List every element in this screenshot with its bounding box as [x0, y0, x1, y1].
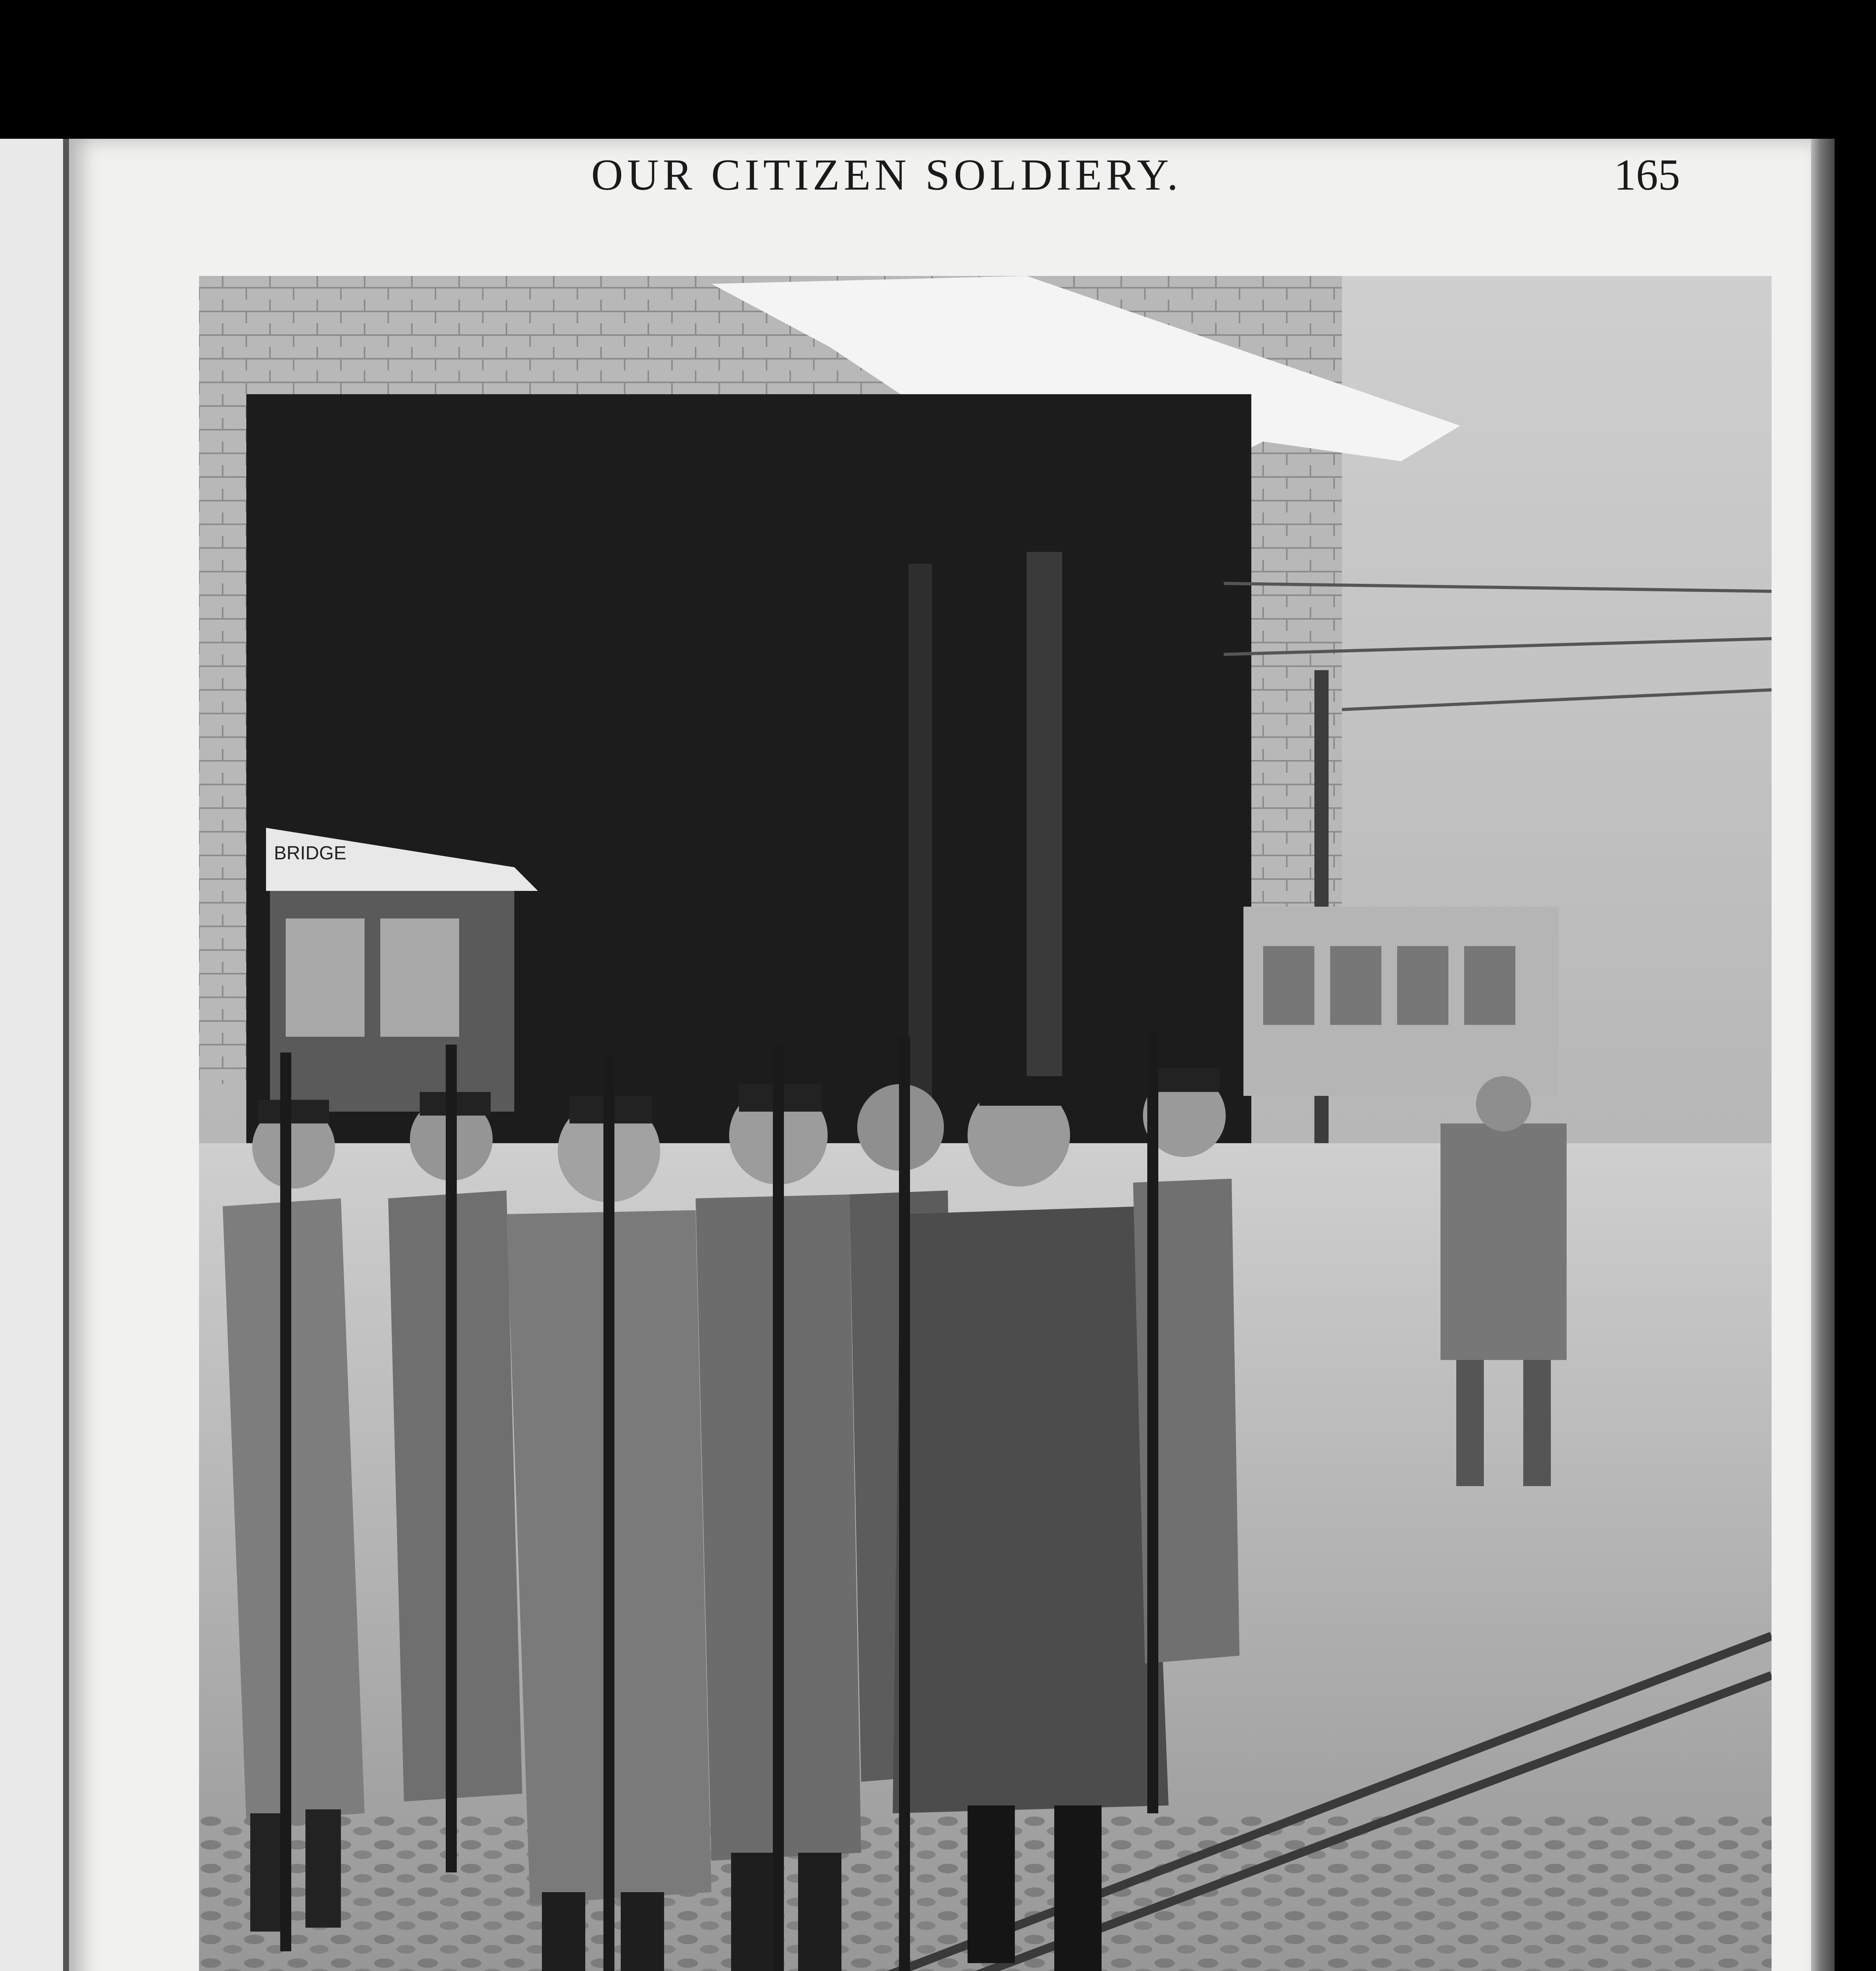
page-fore-edge: [1811, 139, 1835, 1971]
streetcar-sign-text: BRIDGE: [274, 843, 347, 864]
streetcar-in-barn: [266, 828, 538, 1112]
door-pillar: [908, 564, 932, 1143]
page-number: 165: [1614, 151, 1680, 199]
distant-streetcar: [1243, 907, 1559, 1096]
illustration-plate: [199, 276, 1772, 1971]
running-head: OUR CITIZEN SOLDIERY.: [591, 151, 1182, 199]
facing-page-edge: [0, 139, 70, 1971]
door-pillar: [1027, 552, 1062, 1143]
